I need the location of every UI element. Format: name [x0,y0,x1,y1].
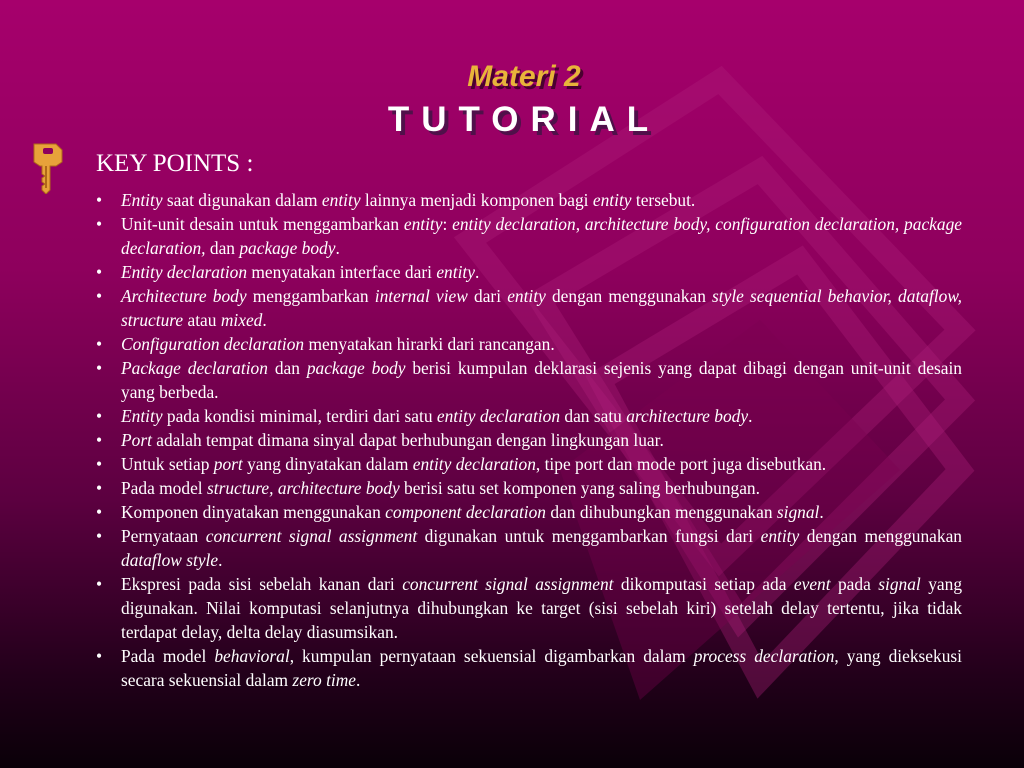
key-point-text: dataflow style [121,550,219,570]
key-point-text: . [262,310,267,330]
key-point-item [96,428,962,452]
key-point-text: dan [267,358,307,378]
key-point-text: component declaration [385,502,547,522]
key-point-item [96,356,962,404]
key-point-text: berisi kumpulan deklarasi sejenis yang dapat dibagi dengan unit-unit desain yang berbeda. [121,358,963,402]
key-point-text: menyatakan hirarki dari rancangan. [304,334,555,354]
key-point-item [96,476,962,500]
key-point-item [96,284,962,332]
key-point-item [96,332,962,356]
key-point-text: port [213,454,243,474]
key-point-text: dan dihubungkan menggunakan [546,502,777,522]
key-point-item [96,212,962,260]
key-point-text: Ekspresi pada sisi sebelah kanan dari [121,574,403,594]
key-point-text: yang digunakan. Nilai komputasi selanjutnya dihubungkan ke target (sisi sebelah kiri) setelah delay tertentu, jika tidak terdapat delay, delta delay diasumsikan. [121,574,963,642]
key-point-text: entity [436,262,475,282]
key-point-text: dan [205,238,240,258]
key-point-item [96,188,962,212]
key-points-list [96,188,962,692]
key-point-text: behavioral [214,646,290,666]
key-point-text: pada kondisi minimal, terdiri dari satu [162,406,437,426]
key-point-text: menggambarkan [246,286,375,306]
key-point-text: Pernyataan [121,526,206,546]
key-point-text: dan satu [560,406,627,426]
key-point-text: . [474,262,480,282]
key-point-text: . [335,238,340,258]
slide-title: TUTORIAL [387,100,661,139]
key-point-text: atau [183,310,221,330]
key-point-text: entity declaration [412,454,536,474]
key-point-text: . [218,550,223,570]
key-point-text: signal [878,574,921,594]
key-point-text: dengan menggunakan [799,526,962,546]
key-point-text: Entity [121,406,163,426]
key-point-text: Architecture body [121,286,247,306]
key-point-text: dikomputasi setiap ada [613,574,794,594]
key-point-text: entity [403,214,443,234]
key-points-heading: KEY POINTS : [96,150,254,177]
key-point-text: mixed [220,310,263,330]
key-point-item [96,500,962,524]
key-point-text: entity [507,286,546,306]
key-point-text: adalah tempat dimana sinyal dapat berhubungan dengan lingkungan luar. [151,430,664,450]
key-icon [30,140,66,194]
key-point-text: Port [121,430,152,450]
key-point-text: concurrent signal assignment [205,526,418,546]
key-point-text: package body [239,238,336,258]
key-point-text: structure, architecture body [206,478,400,498]
key-point-text: zero time [292,670,357,690]
key-point-text: Configuration declaration [121,334,305,354]
key-point-text: entity declaration [436,406,561,426]
key-point-item [96,452,962,476]
key-point-text: berisi satu set komponen yang saling berhubungan. [399,478,760,498]
key-point-text: entity [321,190,361,210]
key-point-text: entity declaration, architecture body, configuration declaration, package declaration, [121,214,962,258]
key-point-text: concurrent signal assignment [402,574,614,594]
key-point-text: , yang dieksekusi secara sekuensial dalam [121,646,963,690]
key-point-text: tersebut. [631,190,696,210]
key-point-text: yang dinyatakan dalam [242,454,413,474]
key-point-text: internal view [374,286,468,306]
key-point-text: saat digunakan dalam [162,190,322,210]
key-point-text: : [442,214,453,234]
key-point-text: , kumpulan pernyataan sekuensial digambarkan dalam [289,646,694,666]
key-point-text: menyatakan interface dari [247,262,437,282]
key-point-text: Unit-unit desain untuk menggambarkan [121,214,404,234]
key-point-text: Entity [121,190,163,210]
key-point-text: Untuk setiap [121,454,214,474]
key-point-text: entity [760,526,800,546]
key-point-item [96,644,962,692]
key-point-text: digunakan untuk menggambarkan fungsi dari [417,526,761,546]
key-point-text: Pada model [121,478,207,498]
key-point-item [96,260,962,284]
key-point-text: entity [592,190,632,210]
key-point-item [96,404,962,428]
key-point-text: architecture body [626,406,749,426]
key-point-text: package body [306,358,406,378]
key-point-text: dengan menggunakan [545,286,713,306]
key-point-text: . [819,502,824,522]
key-point-text: Package declaration [121,358,268,378]
slide-subtitle: Materi 2 [467,60,581,93]
key-point-text: event [793,574,831,594]
key-point-item [96,524,962,572]
key-point-text: Pada model [121,646,215,666]
key-point-text: process declaration [693,646,835,666]
key-point-text: style sequential behavior, dataflow, structure [121,286,962,330]
key-point-text: signal [776,502,820,522]
key-point-text: , tipe port dan mode port juga disebutkan. [535,454,827,474]
key-point-text: pada [830,574,879,594]
key-point-text: dari [467,286,508,306]
key-point-text: . [356,670,361,690]
key-point-text: . [748,406,753,426]
key-point-text: Entity declaration [121,262,248,282]
key-point-item [96,572,962,644]
key-point-text: Komponen dinyatakan menggunakan [121,502,386,522]
key-point-text: lainnya menjadi komponen bagi [360,190,593,210]
